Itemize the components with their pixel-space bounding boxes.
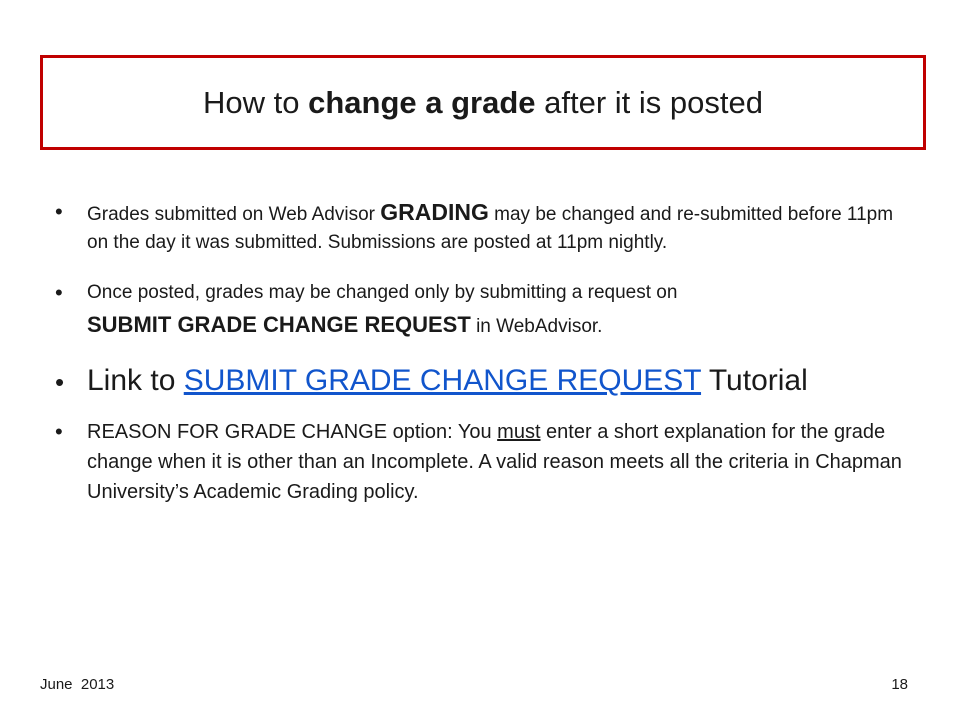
bullet-link-tutorial (55, 361, 905, 401)
bullet-list (55, 198, 905, 507)
bullet-3-suffix: Tutorial (701, 364, 808, 397)
bullet-1-text-start: Grades submitted on Web Advisor (87, 204, 381, 225)
slide-title (203, 85, 763, 121)
bullet-4-text-end: enter a short explanation for the grade change when it is other than an Incomplete. A valid reason meets all the criteria in Chapman University’s Academic Grading policy. (87, 421, 902, 503)
grade-change-tutorial-link[interactable]: SUBMIT GRADE CHANGE REQUEST (183, 364, 702, 397)
title-bold: change a grade (308, 84, 536, 120)
bullet-4-text-start: REASON FOR GRADE CHANGE option: You (87, 421, 498, 443)
bullet-1-text-end: may be changed and re-submitted before 11pm on the day it was submitted. Submissions are posted at 11pm nightly. (87, 204, 894, 253)
bullet-marker: • (55, 280, 63, 305)
footer-date: June 2013 (40, 676, 115, 693)
bullet-2-text-end: in WebAdvisor. (470, 316, 603, 337)
title-box (40, 55, 926, 150)
bullet-once-posted (55, 279, 905, 341)
bullet-reason-for-change (55, 417, 905, 507)
bullet-1-emphasis: GRADING (380, 199, 489, 225)
title-suffix: after it is posted (535, 84, 763, 120)
slide-number: 18 (891, 676, 908, 693)
bullet-marker: • (55, 419, 63, 444)
bullet-marker: • (55, 367, 65, 397)
bullet-grades-submitted (55, 198, 905, 257)
bullet-marker: • (55, 199, 63, 224)
bullet-4-underlined: must (497, 421, 541, 443)
bullet-2-text-start: Once posted, grades may be changed only by submitting a request on (87, 282, 678, 303)
title-prefix: How to (203, 84, 309, 120)
bullet-3-prefix: Link to (87, 364, 184, 397)
bullet-2-emphasis: SUBMIT GRADE CHANGE REQUEST (87, 312, 471, 337)
